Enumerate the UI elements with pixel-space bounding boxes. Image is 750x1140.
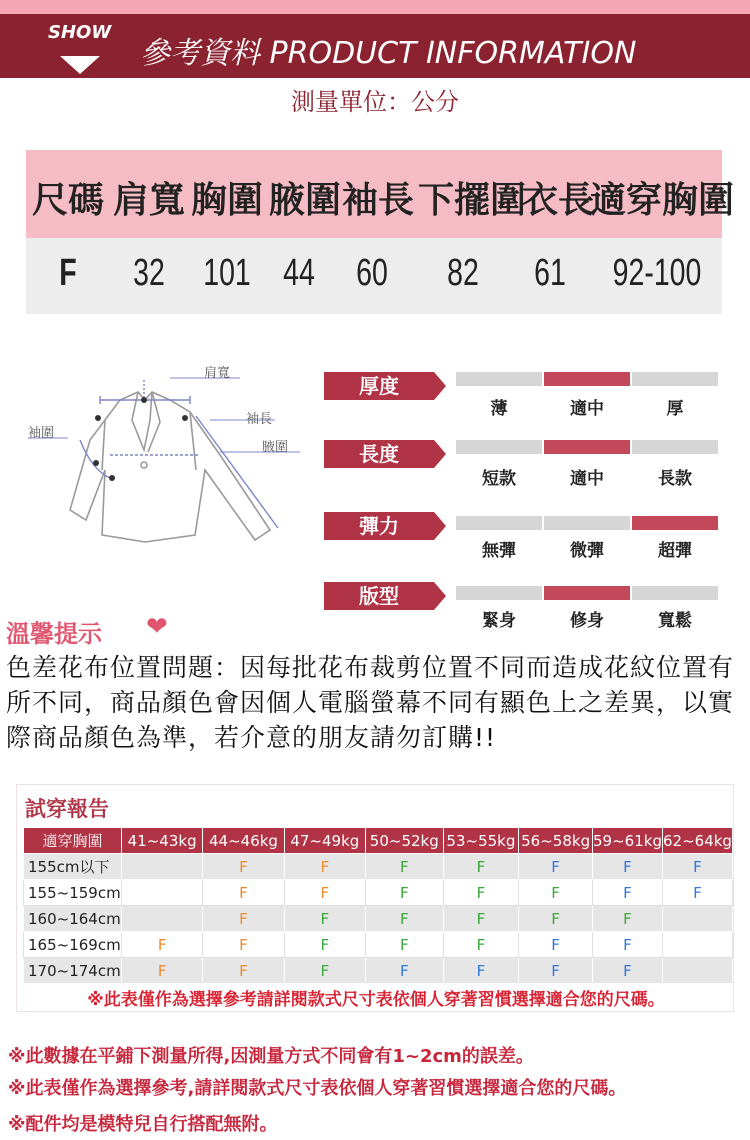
table-row (24, 932, 733, 958)
armhole-label: 袖圍 (28, 426, 55, 441)
report-cell: F (366, 932, 444, 958)
report-cell: F (519, 932, 593, 958)
report-cell: F (443, 880, 519, 906)
report-cell: F (519, 958, 593, 984)
report-col-header: 59~61kg (593, 828, 663, 854)
report-cell: F (121, 932, 202, 958)
table-row (24, 854, 733, 880)
jacket-icon (20, 360, 310, 570)
show-badge: SHOW (48, 22, 112, 43)
report-cell: F (366, 906, 444, 932)
size-header-cell: 下擺圍 (418, 180, 527, 221)
report-col-header: 44~46kg (203, 828, 284, 854)
report-col-header: 47~49kg (284, 828, 365, 854)
fitting-report-table (23, 827, 733, 984)
report-cell: F (284, 932, 365, 958)
report-cell: F (203, 958, 284, 984)
shoulder-label: 肩寬 (204, 366, 231, 381)
attribute-option: 修身 (570, 611, 604, 631)
report-cell: F (203, 880, 284, 906)
report-cell: F (519, 906, 593, 932)
report-col-header: 56~58kg (519, 828, 593, 854)
attribute-option: 厚 (666, 399, 684, 419)
report-header-row (24, 828, 733, 854)
heart-icon: ❤ (146, 612, 168, 642)
report-col-header: 50~52kg (366, 828, 444, 854)
report-cell: F (203, 932, 284, 958)
attribute-segment-selected (632, 516, 718, 530)
report-col-header: 53~55kg (443, 828, 519, 854)
attribute-option: 無彈 (482, 541, 516, 561)
size-header-cell: 胸圍 (190, 180, 263, 221)
report-cell (121, 906, 202, 932)
attribute-segment (632, 586, 718, 600)
report-cell: F (519, 854, 593, 880)
tips-text: 色差花布位置問題：因每批花布裁剪位置不同而造成花紋位置有所不同，商品顏色會因個人電腦螢幕不同有顯色上之差異，以實際商品顏色為準，若介意的朋友請勿訂購!! (6, 653, 735, 752)
size-header-cell: 袖長 (341, 180, 414, 221)
report-cell: F (203, 906, 284, 932)
attribute-option: 寬鬆 (658, 611, 692, 631)
attribute-option: 適中 (570, 469, 604, 489)
size-value-cell: 101 (203, 252, 251, 294)
report-cell: F (366, 880, 444, 906)
report-cell: F (593, 958, 663, 984)
report-cell: F (593, 880, 663, 906)
size-value-cell: 82 (447, 252, 479, 294)
size-value-cell: 60 (356, 252, 388, 294)
report-cell: F (443, 932, 519, 958)
report-cell: F (366, 958, 444, 984)
attribute-option: 短款 (482, 469, 516, 489)
attribute-option: 適中 (570, 399, 604, 419)
report-cell (662, 906, 732, 932)
attribute-option: 微彈 (570, 541, 604, 561)
report-cell: F (519, 880, 593, 906)
footer-note: ※此表僅作為選擇參考,請詳閱款式尺寸表依個人穿著習慣選擇適合您的尺碼。 (8, 1078, 627, 1099)
report-cell: F (284, 906, 365, 932)
top-pink-strip (0, 0, 750, 14)
report-cell: F (443, 906, 519, 932)
attribute-segment-selected (544, 440, 630, 454)
underarm-label: 腋圍 (262, 440, 289, 455)
footer-note: ※配件均是模特兒自行搭配無附。 (8, 1114, 278, 1135)
attribute-label: 彈力 (324, 512, 434, 540)
attribute-segment-selected (544, 372, 630, 386)
page-title: 參考資料 PRODUCT INFORMATION (140, 36, 637, 71)
header-banner (0, 14, 750, 78)
report-note: ※此表僅作為選擇參考請詳閱款式尺寸表依個人穿著習慣選擇適合您的尺碼。 (87, 990, 665, 1010)
report-cell: F (593, 932, 663, 958)
table-row (24, 880, 733, 906)
size-header-cell: 腋圍 (268, 180, 341, 221)
report-cell: F (443, 958, 519, 984)
report-cell: F (121, 958, 202, 984)
size-header-cell: 衣長 (522, 180, 595, 221)
attribute-option: 超彈 (658, 541, 692, 561)
measurement-unit: 測量單位：公分 (291, 88, 459, 116)
attribute-segment (632, 372, 718, 386)
report-cell: F (593, 906, 663, 932)
report-col-header: 41~43kg (121, 828, 202, 854)
attribute-label: 版型 (324, 582, 434, 610)
attribute-segment (456, 516, 542, 530)
attribute-option: 長款 (658, 469, 692, 489)
size-table (26, 150, 735, 314)
size-value-cell: 32 (133, 252, 165, 294)
report-corner-cell: 適穿胸圍 (24, 828, 122, 854)
report-cell (662, 932, 732, 958)
report-cell (121, 854, 202, 880)
attribute-segment (456, 372, 542, 386)
fitting-report (16, 784, 734, 1012)
attribute-segment (544, 516, 630, 530)
attribute-option: 緊身 (482, 611, 516, 631)
report-cell (121, 880, 202, 906)
report-title: 試穿報告 (25, 797, 109, 821)
size-value-cell: 61 (534, 252, 566, 294)
size-header-cell: 尺碼 (31, 180, 104, 221)
attribute-label: 長度 (324, 440, 434, 468)
report-col-header: 62~64kg (662, 828, 732, 854)
sleeve-length-label: 袖長 (246, 412, 273, 427)
report-row-label: 155~159cm (24, 880, 122, 906)
footer-note: ※此數據在平鋪下測量所得,因測量方式不同會有1~2cm的誤差。 (8, 1046, 534, 1067)
report-row-label: 165~169cm (24, 932, 122, 958)
report-cell: F (662, 854, 732, 880)
size-value-cell: 44 (283, 252, 315, 294)
report-cell: F (366, 854, 444, 880)
report-cell: F (284, 854, 365, 880)
triangle-down-icon (60, 56, 100, 74)
attribute-option: 薄 (490, 399, 508, 419)
report-cell: F (662, 880, 732, 906)
report-cell: F (284, 880, 365, 906)
attribute-segment (456, 586, 542, 600)
table-row (24, 906, 733, 932)
report-cell: F (284, 958, 365, 984)
report-cell: F (203, 854, 284, 880)
report-row-label: 170~174cm (24, 958, 122, 984)
report-row-label: 160~164cm (24, 906, 122, 932)
report-cell: F (593, 854, 663, 880)
table-row (24, 958, 733, 984)
size-header-cell: 肩寬 (112, 180, 185, 221)
attribute-segment-selected (544, 586, 630, 600)
attribute-segment (456, 440, 542, 454)
jacket-measurement-diagram (20, 360, 310, 570)
tips-title: 溫馨提示 (6, 620, 102, 648)
report-cell: F (443, 854, 519, 880)
size-header-cell: 適穿胸圍 (590, 180, 735, 221)
size-value-cell: 92-100 (612, 252, 702, 294)
attribute-segment (632, 440, 718, 454)
size-value-cell: F (59, 252, 77, 294)
attribute-label: 厚度 (324, 372, 434, 400)
report-cell (662, 958, 732, 984)
report-row-label: 155cm以下 (24, 854, 122, 880)
